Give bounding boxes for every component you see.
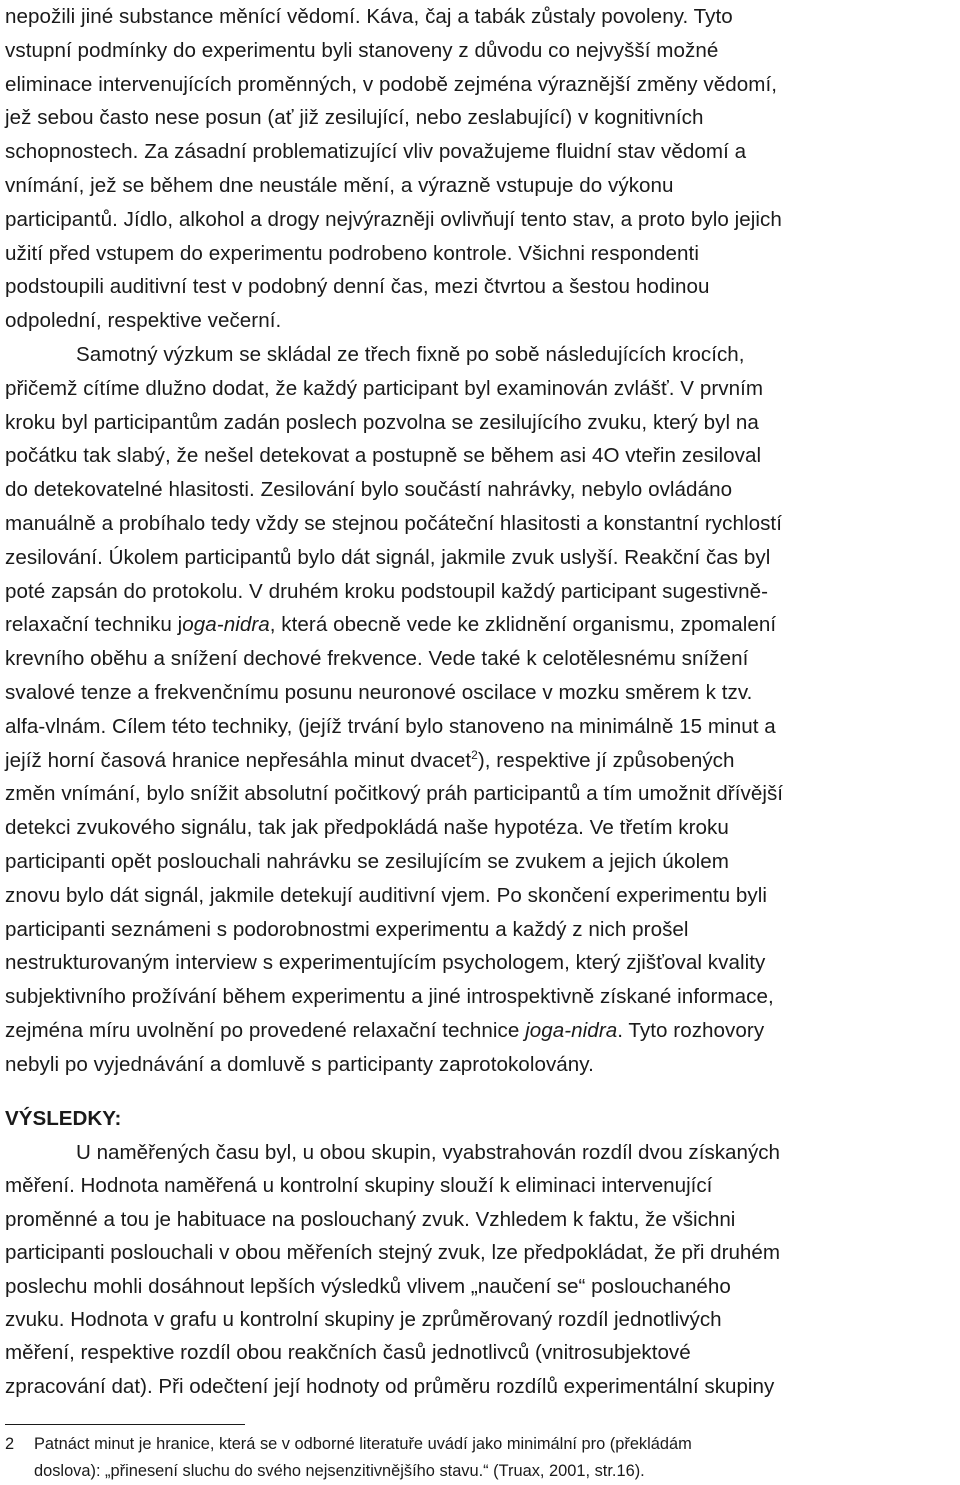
text-line: poslechu mohli dosáhnout lepších výsledků vlivem „naučení se“ poslouchaného [5, 1274, 731, 1298]
text-line [5, 608, 955, 642]
footnote-line [5, 1431, 955, 1458]
text-line: počátku tak slabý, že nešel detekovat a postupně se během asi 4O vteřin zesiloval [5, 444, 762, 468]
text-line: participanti poslouchali v obou měřeních stejný zvuk, lze předpokládat, že při druhém [5, 1241, 780, 1265]
text-line: nebyli po vyjednávání a domluvě s participanty zaprotokolovány. [5, 1052, 594, 1076]
text-line: vnímání, jež se během dne neustále mění, a výrazně vstupuje do výkonu [5, 173, 674, 197]
text-line: participantů. Jídlo, alkohol a drogy nejvýrazněji ovlivňují tento stav, a proto bylo jejich [5, 207, 782, 231]
text-line: užití před vstupem do experimentu podrobeno kontrole. Všichni respondenti [5, 241, 699, 265]
text-line: U naměřených času byl, u obou skupin, vyabstrahován rozdíl dvou získaných [76, 1141, 780, 1164]
text-line: subjektivního prožívání během experimentu a jiné introspektivně získané informace, [5, 985, 774, 1009]
text-line [5, 744, 955, 778]
text-line: detekci zvukového signálu, tak jak předpokládá naše hypotéza. Ve třetím kroku [5, 816, 729, 840]
text-line: poté zapsán do protokolu. V druhém kroku podstoupil každý participant sugestivně- [5, 579, 769, 603]
italic-term: oga-nidra [182, 613, 270, 637]
text-line: podstoupili auditivní test v podobný denní čas, mezi čtvrtou a šestou hodinou [5, 275, 710, 299]
footnote-text: Patnáct minut je hranice, která se v odborné literatuře uvádí jako minimální pro (překládám [34, 1435, 692, 1453]
text-line: nepožili jiné substance měnící vědomí. Káva, čaj a tabák zůstaly povoleny. Tyto [5, 5, 733, 28]
text-line: svalové tenze a frekvenčnímu posunu neuronové oscilace v mozku směrem k tzv. [5, 680, 753, 704]
text-line: měření. Hodnota naměřená u kontrolní skupiny slouží k eliminaci intervenující [5, 1174, 713, 1198]
text-line: jež sebou často nese posun (ať již zesilující, nebo zeslabující) v kognitivních [5, 106, 704, 130]
text-span: . Tyto rozhovory [617, 1018, 765, 1042]
italic-term: joga-nidra [525, 1018, 618, 1042]
text-line: eliminace intervenujících proměnných, v podobě zejména výraznější změny vědomí, [5, 72, 778, 96]
text-line: vstupní podmínky do experimentu byli stanoveny z důvodu co nejvyšší možné [5, 38, 719, 62]
footnote-separator [5, 1424, 245, 1425]
text-line: zesilování. Úkolem participantů bylo dát signál, jakmile zvuk uslyší. Reakční čas byl [5, 545, 771, 569]
text-span: ), respektive jí způsobených [477, 748, 735, 772]
text-line: krevního oběhu a snížení dechové frekvence. Vede také k celotělesnému snížení [5, 647, 749, 671]
text-line: proměnné a tou je habituace na poslouchaný zvuk. Vzhledem k faktu, že všichni [5, 1207, 736, 1231]
footnote-number: 2 [5, 1435, 15, 1453]
text-line: participanti seznámeni s podorobnostmi experimentu a každý z nich prošel [5, 917, 689, 941]
text-line: Samotný výzkum se skládal ze třech fixně po sobě následujících krocích, [76, 342, 745, 366]
text-span: zejména míru uvolnění po provedené relaxační technice [5, 1018, 526, 1042]
text-line [5, 1014, 955, 1048]
text-line: nestrukturovaným interview s experimentujícím psychologem, který zjišťoval kvality [5, 951, 766, 975]
text-line: kroku byl participantům zadán poslech pozvolna se zesilujícího zvuku, který byl na [5, 410, 759, 434]
footnote-reference: 2 [471, 747, 478, 762]
text-line: alfa-vlnám. Cílem této techniky, (jejíž trvání bylo stanoveno na minimálně 15 minut a [5, 714, 776, 738]
paragraph-research-procedure [5, 338, 955, 1082]
text-line: znovu bylo dát signál, jakmile detekují auditivní vjem. Po skončení experimentu byli [5, 883, 767, 907]
text-line: odpolední, respektive večerní. [5, 309, 282, 333]
text-line: manuálně a probíhalo tedy vždy se stejnou počáteční hlasitosti a konstantní rychlostí [5, 511, 782, 535]
text-line: zvuku. Hodnota v grafu u kontrolní skupiny je zprůměrovaný rozdíl jednotlivých [5, 1308, 722, 1332]
text-span: , která obecně vede ke zklidnění organismu, zpomalení [269, 613, 777, 637]
text-line: přičemž cítíme dlužno dodat, že každý participant byl examinován zvlášť. V prvním [5, 376, 764, 400]
footnote-line: doslova): „přinesení sluchu do svého nejsenzitivnějšího stavu.“ (Truax, 2001, str.16). [34, 1461, 645, 1480]
text-line: schopnostech. Za zásadní problematizující vliv považujeme fluidní stav vědomí a [5, 140, 747, 164]
text-line: měření, respektive rozdíl obou reakčních časů jednotlivců (vnitrosubjektové [5, 1341, 691, 1365]
paragraph-participant-conditions [5, 0, 955, 338]
text-span: jejíž horní časová hranice nepřesáhla minut dvacet [5, 748, 472, 772]
paragraph-results [5, 1136, 955, 1403]
footnote [5, 1431, 955, 1484]
text-line: participanti opět poslouchali nahrávku se zesilujícím se zvukem a jejich úkolem [5, 849, 729, 873]
text-line: změn vnímání, bylo snížit absolutní počitkový práh participantů a tím umožnit dřívější [5, 782, 784, 806]
text-span: relaxační techniku j [5, 613, 183, 637]
section-heading-results: VÝSLEDKY: [5, 1107, 122, 1130]
text-line: zpracování dat). Při odečtení její hodnoty od průměru rozdílů experimentální skupiny [5, 1374, 775, 1398]
document-page [5, 0, 955, 1082]
text-line: do detekovatelné hlasitosti. Zesilování bylo součástí nahrávky, nebylo ovládáno [5, 478, 733, 502]
